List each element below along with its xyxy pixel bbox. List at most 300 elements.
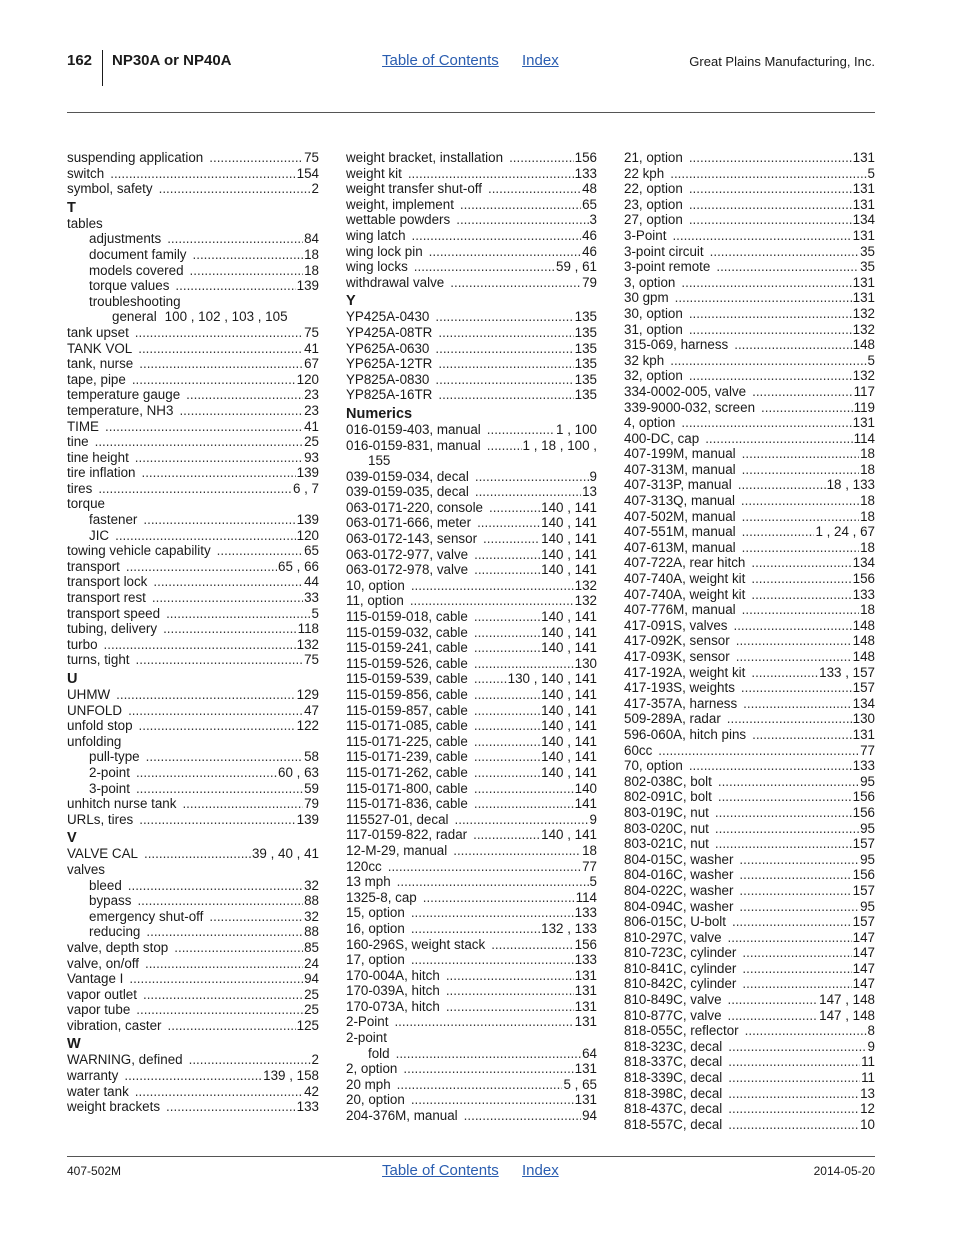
page-reference[interactable]: 118 — [297, 621, 319, 637]
dot-leader — [145, 956, 303, 972]
page-reference[interactable]: 140 , 141 — [541, 546, 597, 562]
index-entry — [67, 450, 319, 466]
page-reference[interactable]: 42 — [304, 1083, 319, 1099]
index-entry — [67, 403, 319, 419]
index-term: 804-016C, washer — [624, 867, 734, 883]
page-reference[interactable]: 85 — [304, 939, 319, 955]
page-reference[interactable]: 77 — [582, 858, 597, 874]
dot-leader — [411, 1092, 574, 1108]
header-index-link[interactable]: Index — [522, 52, 559, 69]
index-entry — [624, 930, 875, 946]
index-term: 417-193S, weights — [624, 680, 735, 696]
page-reference[interactable]: 35 — [860, 243, 875, 259]
index-entry — [67, 606, 319, 622]
index-term: 115-0159-241, cable — [346, 640, 468, 656]
page-reference[interactable]: 32 — [304, 877, 319, 893]
page-reference[interactable]: 147 — [852, 945, 875, 961]
page-reference[interactable]: 133 — [574, 952, 597, 968]
page-reference[interactable]: 140 , 141 — [541, 827, 597, 843]
index-term: 810-723C, cylinder — [624, 945, 737, 961]
index-term: 32, option — [624, 368, 683, 384]
page-reference[interactable]: 2 — [311, 181, 319, 197]
page-reference[interactable]: 131 — [574, 1061, 597, 1077]
dot-leader — [741, 680, 852, 696]
page-reference[interactable]: 23 — [304, 402, 319, 418]
page-reference[interactable]: 84 — [304, 231, 319, 247]
index-term: temperature gauge — [67, 387, 181, 403]
page-reference[interactable]: 3 — [589, 212, 597, 228]
page-reference[interactable]: 79 — [582, 274, 597, 290]
dot-leader — [139, 718, 296, 734]
index-entry — [346, 1092, 597, 1108]
page-reference[interactable]: 156 — [574, 936, 597, 952]
page-reference[interactable]: 139 — [296, 465, 319, 481]
page-reference[interactable]: 135 — [574, 356, 597, 372]
dot-leader — [715, 821, 859, 837]
page-reference[interactable]: 132 — [852, 368, 875, 384]
page-reference[interactable]: 134 — [852, 555, 875, 571]
page-reference[interactable]: 140 , 141 — [541, 531, 597, 547]
section-letter: T — [67, 199, 76, 216]
dot-leader — [474, 640, 540, 656]
page-reference[interactable]: 11 — [861, 1070, 875, 1086]
page-reference[interactable]: 140 , 141 — [541, 764, 597, 780]
page-reference[interactable]: 140 , 141 — [541, 749, 597, 765]
page-reference[interactable]: 1 , 100 — [556, 421, 597, 437]
page-reference[interactable]: 79 — [304, 796, 319, 812]
page-reference[interactable]: 24 — [304, 955, 319, 971]
index-term: 806-015C, U-bolt — [624, 914, 726, 930]
page-reference[interactable]: 33 — [304, 590, 319, 606]
index-term: 3-point circuit — [624, 243, 704, 259]
index-entry — [624, 587, 875, 603]
page-reference[interactable]: 130 , 140 , 141 — [507, 671, 597, 687]
page-reference[interactable]: 139 — [296, 278, 319, 294]
page-reference[interactable]: 65 , 66 — [278, 558, 319, 574]
page-reference[interactable]: 133 — [296, 1099, 319, 1115]
index-entry — [624, 509, 875, 525]
page-reference[interactable]: 2 — [311, 1052, 319, 1068]
index-entry — [67, 512, 319, 528]
index-term: 120cc — [346, 858, 382, 874]
page-reference[interactable]: 133 — [852, 758, 875, 774]
index-term: 818-398C, decal — [624, 1085, 723, 1101]
dot-leader — [752, 727, 852, 743]
dot-leader — [139, 812, 295, 828]
page-reference[interactable]: 157 — [852, 914, 875, 930]
page-reference[interactable]: 140 , 141 — [541, 702, 597, 718]
document-date: 2014-05-20 — [813, 1164, 875, 1178]
page-reference[interactable]: 131 — [852, 274, 875, 290]
page-reference[interactable]: 6 , 7 — [292, 480, 319, 496]
index-entry — [346, 212, 597, 228]
dot-leader — [743, 696, 852, 712]
page-reference[interactable]: 23 — [304, 387, 319, 403]
page-reference[interactable]: 140 , 141 — [541, 624, 597, 640]
index-term: weight kit — [346, 165, 402, 181]
index-term: unfolding — [67, 733, 122, 749]
page-reference[interactable]: 131 — [574, 998, 597, 1014]
page-reference[interactable]: 119 — [853, 399, 875, 415]
page-reference[interactable]: 141 — [574, 796, 597, 812]
page-reference[interactable]: 133 , 157 — [819, 664, 875, 680]
page-reference[interactable]: 46 — [582, 227, 597, 243]
page-reference[interactable]: 147 — [852, 929, 875, 945]
page-reference[interactable]: 131 — [574, 1092, 597, 1108]
index-term: torque — [67, 496, 105, 512]
page-reference[interactable]: 1 , 24 , 67 — [815, 524, 875, 540]
index-entry — [346, 687, 597, 703]
page-reference[interactable]: 5 — [589, 874, 597, 890]
index-entry — [67, 652, 319, 668]
dot-leader — [159, 181, 311, 197]
page-reference[interactable]: 18 — [582, 842, 597, 858]
page-reference[interactable]: 35 — [860, 259, 875, 275]
page-reference[interactable]: 148 — [852, 649, 875, 664]
index-term: tables — [67, 215, 103, 231]
dot-leader — [128, 703, 303, 719]
page-reference[interactable]: 18 , 133 — [826, 477, 875, 493]
index-entry — [346, 671, 597, 687]
page-reference[interactable]: 117 — [853, 383, 875, 399]
index-term: YP625A-12TR — [346, 356, 433, 372]
header-divider — [102, 50, 103, 86]
page-reference[interactable]: 147 , 148 — [819, 1007, 875, 1023]
page-reference[interactable]: 95 — [860, 773, 875, 789]
page-reference[interactable]: 131 — [852, 227, 875, 243]
page-reference[interactable]: 10 — [860, 1116, 875, 1132]
page-reference[interactable]: 48 — [582, 181, 597, 197]
index-entry — [67, 621, 319, 637]
index-entry — [346, 1014, 597, 1030]
page-reference[interactable]: 148 — [852, 617, 875, 633]
index-entry — [624, 789, 875, 805]
index-entry — [346, 843, 597, 859]
page-reference[interactable]: 67 — [304, 356, 319, 372]
page-reference[interactable]: 135 — [574, 387, 597, 403]
page-reference[interactable]: 13 — [582, 484, 597, 500]
footer-index-link[interactable]: Index — [522, 1162, 559, 1179]
index-term: 063-0172-977, valve — [346, 546, 469, 562]
page-reference[interactable]: 18 — [860, 508, 875, 524]
header-toc-link[interactable]: Table of Contents — [382, 52, 499, 69]
page-reference[interactable]: 131 — [852, 290, 875, 306]
index-term: 407-776M, manual — [624, 602, 736, 618]
page-reference[interactable]: 25 — [304, 434, 319, 450]
page-reference[interactable]: 157 — [852, 836, 875, 852]
page-reference[interactable]: 131 — [574, 983, 597, 999]
page-reference[interactable]: 18 — [860, 539, 875, 555]
page-reference[interactable]: 129 — [296, 687, 319, 702]
page-reference[interactable]: 134 — [852, 695, 875, 711]
page-reference[interactable]: 120 — [296, 371, 319, 387]
page-reference[interactable]: 140 , 141 — [541, 499, 597, 515]
page-reference[interactable]: 18 — [304, 262, 319, 278]
page-reference[interactable]: 95 — [860, 898, 875, 914]
page-reference[interactable]: 156 — [852, 867, 875, 883]
index-entry — [624, 914, 875, 930]
page-reference[interactable]: 140 , 141 — [541, 562, 597, 578]
index-term: 417-092K, sensor — [624, 633, 730, 649]
page-reference[interactable]: 132 — [852, 321, 875, 337]
page-reference[interactable]: 77 — [860, 742, 875, 758]
dot-leader — [438, 356, 573, 372]
index-entry — [624, 1101, 875, 1117]
page-reference[interactable]: 58 — [304, 749, 319, 765]
page-reference[interactable]: 131 — [852, 415, 875, 431]
page-reference[interactable]: 64 — [582, 1045, 597, 1061]
page-reference[interactable]: 140 , 141 — [541, 515, 597, 531]
page-reference[interactable]: 93 — [304, 449, 319, 465]
page-reference[interactable]: 25 — [304, 986, 319, 1002]
index-entry — [624, 384, 875, 400]
index-entry — [346, 469, 597, 485]
page-reference[interactable]: 131 — [574, 1014, 597, 1030]
page-reference[interactable]: 65 — [582, 196, 597, 212]
index-entry — [346, 578, 597, 594]
page-reference[interactable]: 18 — [860, 461, 875, 477]
page-reference[interactable]: 88 — [304, 893, 319, 909]
dot-leader — [658, 743, 859, 759]
page-reference[interactable]: 135 — [574, 340, 597, 356]
index-entry — [624, 353, 875, 369]
index-term: turbo — [67, 636, 98, 652]
page-reference[interactable]: 18 — [860, 446, 875, 462]
index-entry — [346, 387, 597, 403]
index-entry — [624, 1054, 875, 1070]
page-reference[interactable]: 122 — [296, 718, 319, 734]
page-reference[interactable]: 94 — [582, 1108, 597, 1124]
page-reference[interactable]: 11 — [861, 1054, 875, 1070]
page-reference[interactable]: 9 — [867, 1038, 875, 1054]
index-term: transport — [67, 558, 120, 574]
index-entry — [346, 309, 597, 325]
page-reference[interactable]: 139 — [296, 512, 319, 528]
page-reference[interactable]: 39 , 40 , 41 — [251, 846, 319, 862]
page-reference[interactable]: 65 — [304, 543, 319, 559]
index-entry — [67, 559, 319, 575]
index-entry — [346, 1046, 597, 1062]
page-reference[interactable]: 44 — [304, 574, 319, 590]
page-reference[interactable]: 130 — [574, 655, 597, 671]
page-reference[interactable]: 5 , 65 — [563, 1076, 597, 1092]
page-reference[interactable]: 132 — [296, 636, 319, 652]
page-reference[interactable]: 139 , 158 — [263, 1068, 319, 1084]
page-reference[interactable]: 18 — [860, 602, 875, 618]
page-reference[interactable]: 132 , 133 — [541, 920, 597, 936]
page-reference[interactable]: 147 — [852, 960, 875, 976]
index-term: 12-M-29, manual — [346, 842, 448, 858]
page-reference[interactable]: 140 — [574, 780, 597, 796]
page-reference[interactable]: 133 — [574, 905, 597, 921]
index-entry — [346, 625, 597, 641]
page-reference[interactable]: 135 — [574, 371, 597, 387]
page-reference[interactable]: 132 — [574, 577, 597, 593]
page-reference[interactable]: 131 — [574, 967, 597, 983]
dot-leader — [742, 462, 859, 478]
page-reference[interactable]: 140 , 141 — [541, 640, 597, 656]
dot-leader — [209, 909, 303, 925]
page-reference[interactable]: 59 , 61 — [556, 259, 597, 275]
index-term: fastener — [89, 512, 138, 528]
dot-leader — [474, 547, 540, 563]
page-reference[interactable]: 156 — [852, 804, 875, 820]
page-reference[interactable]: 131 — [852, 150, 875, 165]
index-term: bleed — [89, 877, 122, 893]
page-reference[interactable]: 133 — [852, 586, 875, 602]
page-reference[interactable]: 5 — [311, 605, 319, 621]
index-entry — [346, 515, 597, 531]
page-reference[interactable]: 131 — [852, 181, 875, 197]
index-term: 115-0171-239, cable — [346, 749, 468, 765]
dot-leader — [455, 812, 589, 828]
page-reference[interactable]: 75 — [304, 150, 319, 165]
page-reference[interactable]: 75 — [304, 324, 319, 340]
page-reference[interactable]: 18 — [860, 493, 875, 509]
index-term: turns, tight — [67, 652, 130, 668]
page-reference[interactable]: 32 — [304, 908, 319, 924]
index-term: 016-0159-831, manual — [346, 437, 481, 453]
page-reference[interactable]: 130 — [852, 711, 875, 727]
index-term: 407-551M, manual — [624, 524, 736, 540]
index-entry — [624, 462, 875, 478]
page-reference[interactable]: 135 — [574, 324, 597, 340]
dot-leader — [739, 883, 851, 899]
page-reference[interactable]: 41 — [304, 418, 319, 434]
page-reference[interactable]: 131 — [852, 196, 875, 212]
dot-leader — [182, 796, 303, 812]
page-reference[interactable]: 1 , 18 , 100 , — [522, 437, 597, 453]
page-reference[interactable]: 133 — [574, 165, 597, 181]
page-reference[interactable]: 147 , 148 — [819, 992, 875, 1008]
page-reference[interactable]: 95 — [860, 851, 875, 867]
index-entry — [67, 909, 319, 925]
page-reference[interactable]: 120 — [296, 527, 319, 543]
page-reference[interactable]: 156 — [574, 150, 597, 165]
page-reference[interactable]: 94 — [304, 971, 319, 987]
index-entry — [624, 368, 875, 384]
index-entry — [67, 372, 319, 388]
dot-leader — [115, 528, 296, 544]
page-reference[interactable]: 8 — [867, 1023, 875, 1039]
index-entry — [624, 244, 875, 260]
page-reference[interactable]: 157 — [852, 882, 875, 898]
index-term: 32 kph — [624, 352, 665, 368]
page-reference[interactable]: 140 , 141 — [541, 718, 597, 734]
page-reference[interactable]: 140 , 141 — [541, 687, 597, 702]
page-reference[interactable]: 95 — [860, 820, 875, 836]
page-reference[interactable]: 5 — [867, 165, 875, 181]
index-entry — [67, 356, 319, 372]
page-reference[interactable]: 132 — [574, 593, 597, 609]
page-reference[interactable]: 154 — [296, 165, 319, 181]
page-reference[interactable]: 59 — [304, 780, 319, 796]
page-reference[interactable]: 156 — [852, 789, 875, 805]
page-reference[interactable]: 13 — [860, 1085, 875, 1101]
page-reference[interactable]: 9 — [589, 811, 597, 827]
index-entry — [67, 543, 319, 559]
index-term: tires — [67, 480, 93, 496]
index-term: pull-type — [89, 749, 140, 765]
dot-leader — [474, 671, 507, 687]
page-reference[interactable]: 147 — [852, 976, 875, 992]
dot-leader — [483, 531, 540, 547]
index-term: tire inflation — [67, 465, 136, 481]
index-entry — [624, 992, 875, 1008]
page-reference[interactable]: 131 — [852, 726, 875, 742]
page-reference[interactable]: 148 — [852, 633, 875, 649]
dot-leader — [689, 197, 852, 213]
page-reference[interactable]: 132 — [852, 305, 875, 321]
section-letter: W — [67, 1036, 81, 1053]
page-reference[interactable]: 75 — [304, 652, 319, 668]
index-entry — [67, 278, 319, 294]
page-reference[interactable]: 47 — [304, 702, 319, 718]
page-reference[interactable]: 125 — [296, 1017, 319, 1033]
index-entry — [624, 322, 875, 338]
dot-leader — [705, 431, 852, 447]
page-reference[interactable]: 114 — [575, 889, 597, 905]
page-reference[interactable]: 148 — [852, 337, 875, 353]
page-reference[interactable]: 100 , 102 , 103 , 105 — [164, 309, 288, 325]
dot-leader — [474, 703, 540, 719]
dot-leader — [715, 805, 852, 821]
page-reference[interactable]: 25 — [304, 1002, 319, 1018]
page-reference[interactable]: 140 , 141 — [541, 609, 597, 625]
index-entry — [67, 1084, 319, 1100]
index-entry — [346, 341, 597, 357]
index-entry — [346, 562, 597, 578]
page-reference[interactable]: 140 , 141 — [541, 733, 597, 749]
index-term: tank, nurse — [67, 356, 134, 372]
dot-leader — [681, 275, 851, 291]
page-reference[interactable]: 134 — [852, 212, 875, 228]
page-reference[interactable]: 135 — [574, 309, 597, 325]
index-term: 810-849C, valve — [624, 992, 722, 1008]
index-entry — [67, 924, 319, 940]
page-reference[interactable]: 5 — [867, 352, 875, 368]
page-reference[interactable]: 156 — [852, 571, 875, 587]
page-reference[interactable]: 139 — [296, 811, 319, 827]
dot-leader — [474, 796, 574, 812]
page-reference[interactable]: 46 — [582, 243, 597, 259]
index-entry — [67, 263, 319, 279]
footer-toc-link[interactable]: Table of Contents — [382, 1162, 499, 1179]
page-reference[interactable]: 114 — [853, 430, 875, 446]
dot-leader — [681, 415, 851, 431]
index-term: TANK VOL — [67, 340, 133, 356]
page-reference[interactable]: 9 — [589, 468, 597, 484]
dot-leader — [474, 718, 540, 734]
index-term: 2-Point — [346, 1014, 389, 1030]
dot-leader — [189, 1052, 311, 1068]
index-entry — [346, 453, 597, 469]
page-reference[interactable]: 12 — [860, 1101, 875, 1117]
page-reference[interactable]: 88 — [304, 924, 319, 940]
index-column-2 — [346, 150, 597, 1124]
page-reference[interactable]: 60 , 63 — [278, 764, 319, 780]
index-term: adjustments — [89, 231, 162, 247]
index-entry — [346, 999, 597, 1015]
dot-leader — [474, 781, 574, 797]
index-term: valve, depth stop — [67, 939, 169, 955]
page-reference[interactable]: 157 — [852, 680, 875, 696]
index-term: 13 mph — [346, 874, 391, 890]
dot-leader — [136, 1002, 303, 1018]
page-reference[interactable]: 41 — [304, 340, 319, 356]
page-reference[interactable]: 18 — [304, 246, 319, 262]
index-term: 509-289A, radar — [624, 711, 721, 727]
